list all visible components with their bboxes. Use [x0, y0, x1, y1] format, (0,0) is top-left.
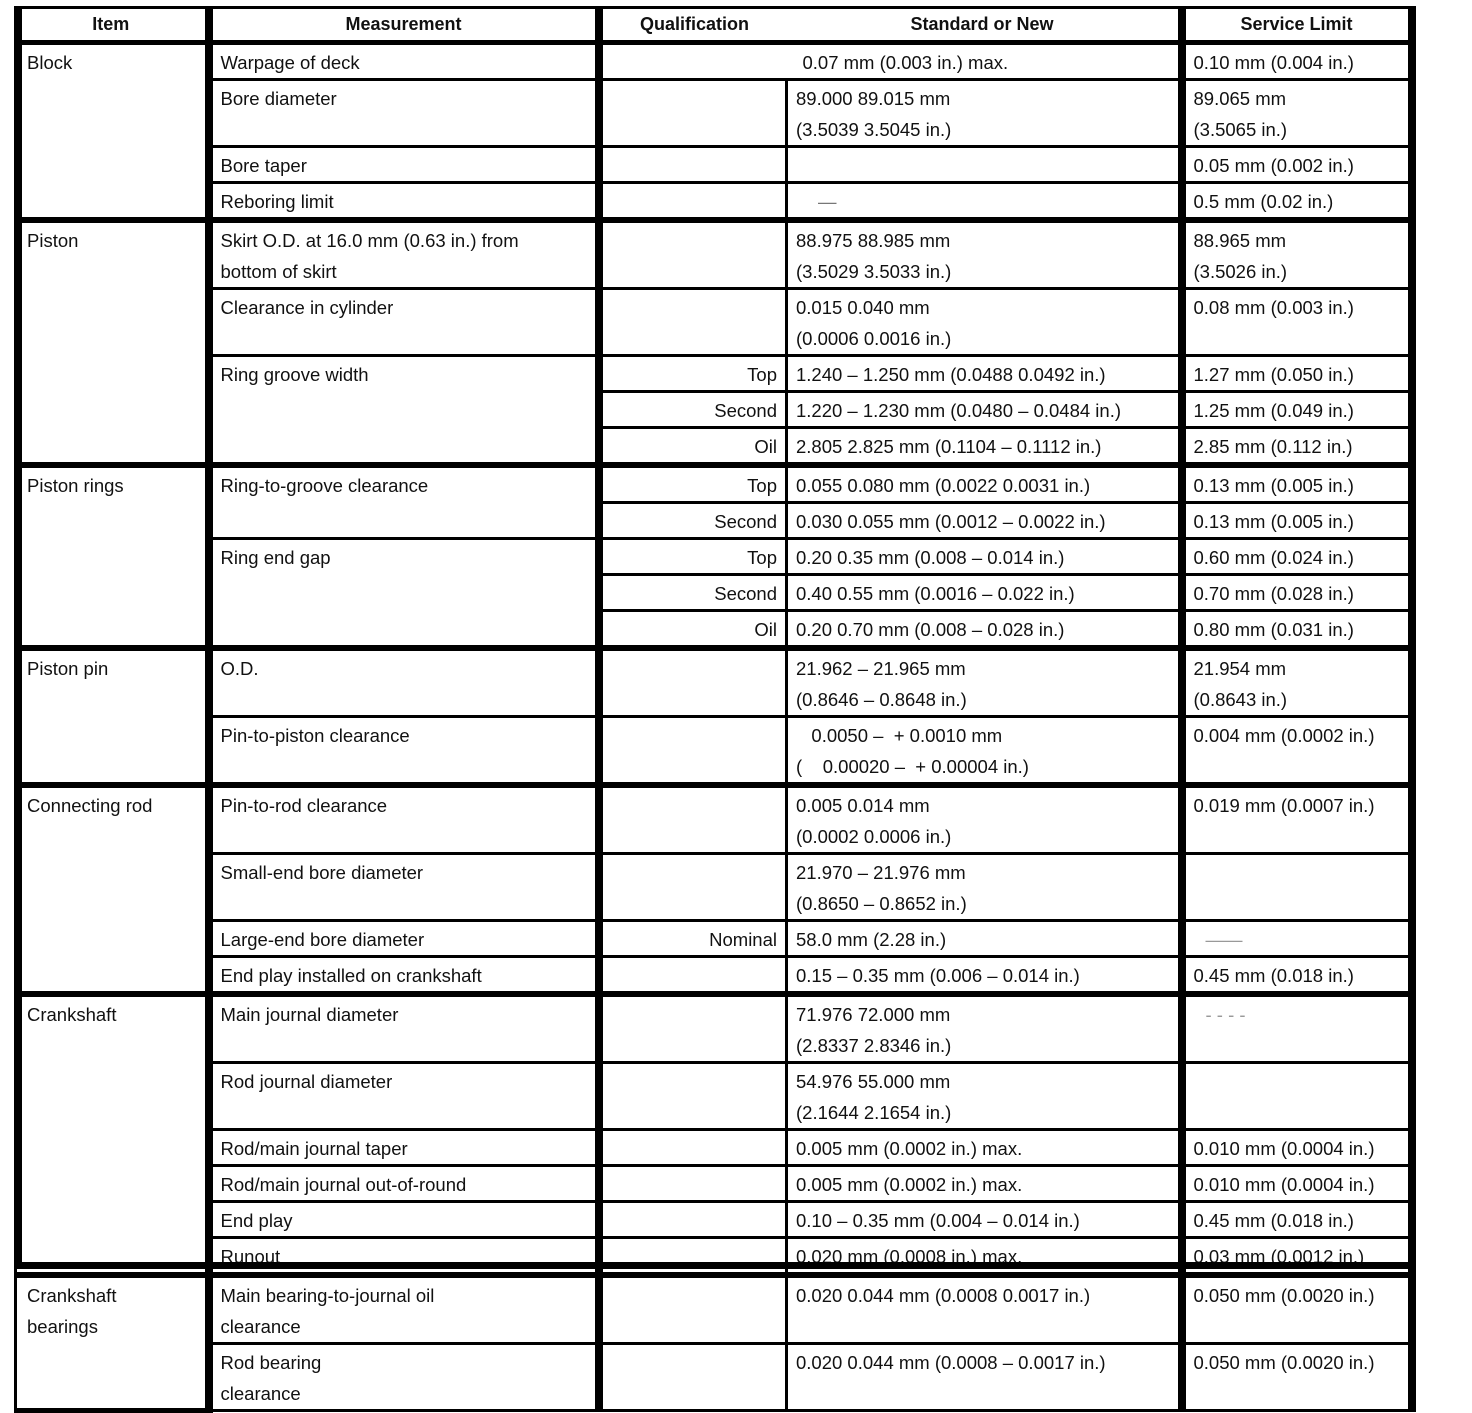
measurement-line: Skirt O.D. at 16.0 mm (0.63 in.) from	[220, 230, 519, 251]
measurement-cell: Large-end bore diameter	[209, 921, 599, 957]
standard-cell: 58.0 mm (2.28 in.)	[787, 921, 1182, 957]
standard-line: 21.962 – 21.965 mm	[796, 658, 966, 679]
limit-cell	[1182, 648, 1412, 717]
standard-cell: 0.40 0.55 mm (0.0016 – 0.022 in.)	[787, 575, 1182, 611]
qualification-cell	[599, 1063, 787, 1130]
qualification-cell	[599, 957, 787, 995]
item-crankshaft-bearings	[16, 1275, 209, 1411]
measurement-line: Rod bearing	[220, 1352, 322, 1373]
table-row	[16, 43, 1412, 80]
standard-cell: 1.220 – 1.230 mm (0.0480 – 0.0484 in.)	[787, 392, 1182, 428]
limit-line: 88.965 mm	[1193, 230, 1287, 251]
table-row	[16, 80, 1412, 147]
standard-cell: 0.020 0.044 mm (0.0008 – 0.0017 in.)	[787, 1344, 1182, 1411]
limit-line: (3.5026 in.)	[1193, 261, 1288, 282]
qualification-cell: Nominal	[599, 921, 787, 957]
limit-cell: 1.27 mm (0.050 in.)	[1182, 356, 1412, 392]
measurement-cell: End play installed on crankshaft	[209, 957, 599, 995]
limit-cell: 0.45 mm (0.018 in.)	[1182, 1202, 1412, 1238]
limit-cell: 2.85 mm (0.112 in.)	[1182, 428, 1412, 466]
limit-line: 89.065 mm	[1193, 88, 1287, 109]
qualification-cell	[599, 1202, 787, 1238]
qualification-cell	[599, 1130, 787, 1166]
limit-cell: - - - -	[1182, 994, 1412, 1063]
table-row	[16, 921, 1412, 957]
limit-cell: 0.13 mm (0.005 in.)	[1182, 503, 1412, 539]
measurement-cell: Small-end bore diameter	[209, 854, 599, 921]
standard-cell	[787, 854, 1182, 921]
measurement-cell: Ring end gap	[209, 539, 599, 649]
header-standard: Standard or New	[787, 8, 1182, 43]
standard-line: 54.976 55.000 mm	[796, 1071, 951, 1092]
table-row	[16, 465, 1412, 503]
table-row	[16, 648, 1412, 717]
standard-cell	[787, 220, 1182, 289]
standard-cell: 0.055 0.080 mm (0.0022 0.0031 in.)	[787, 465, 1182, 503]
limit-cell: 0.10 mm (0.004 in.)	[1182, 43, 1412, 80]
measurement-cell: Runout	[209, 1238, 599, 1276]
standard-cell: 0.020 0.044 mm (0.0008 0.0017 in.)	[787, 1275, 1182, 1344]
limit-cell: 0.60 mm (0.024 in.)	[1182, 539, 1412, 575]
qualification-cell	[599, 1275, 787, 1344]
table-row	[16, 785, 1412, 854]
measurement-cell: Bore diameter	[209, 80, 599, 147]
table-row	[16, 1238, 1412, 1276]
item-line: Crankshaft	[27, 1285, 117, 1306]
qualification-cell	[599, 289, 787, 356]
measurement-cell: Rod/main journal out-of-round	[209, 1166, 599, 1202]
standard-line: 88.975 88.985 mm	[796, 230, 951, 251]
qualification-cell	[599, 717, 787, 786]
header-measurement: Measurement	[209, 8, 599, 43]
measurement-cell: Pin-to-rod clearance	[209, 785, 599, 854]
table-row	[16, 994, 1412, 1063]
limit-cell: ——	[1182, 921, 1412, 957]
table-row	[16, 1202, 1412, 1238]
limit-cell: 0.050 mm (0.0020 in.)	[1182, 1275, 1412, 1344]
table-row	[16, 957, 1412, 995]
measurement-cell: Main journal diameter	[209, 994, 599, 1063]
standard-cell: 0.20 0.70 mm (0.008 – 0.028 in.)	[787, 611, 1182, 649]
limit-cell	[1182, 854, 1412, 921]
item-crankshaft: Crankshaft	[16, 994, 209, 1275]
measurement-line: Main bearing-to-journal oil	[220, 1285, 435, 1306]
limit-cell: 0.5 mm (0.02 in.)	[1182, 183, 1412, 221]
measurement-cell: Reboring limit	[209, 183, 599, 221]
standard-line: 21.970 – 21.976 mm	[796, 862, 966, 883]
standard-cell	[787, 648, 1182, 717]
standard-line: 0.015 0.040 mm	[796, 297, 930, 318]
qualification-cell: Top	[599, 465, 787, 503]
standard-cell	[787, 147, 1182, 183]
standard-line: (0.8650 – 0.8652 in.)	[796, 893, 967, 914]
qualification-cell	[599, 785, 787, 854]
limit-cell: 0.010 mm (0.0004 in.)	[1182, 1130, 1412, 1166]
measurement-cell: Ring groove width	[209, 356, 599, 466]
table-row	[16, 220, 1412, 289]
table-row	[16, 147, 1412, 183]
measurement-cell: End play	[209, 1202, 599, 1238]
standard-cell	[787, 1063, 1182, 1130]
measurement-cell	[209, 1344, 599, 1411]
limit-cell: 0.019 mm (0.0007 in.)	[1182, 785, 1412, 854]
limit-cell: 0.45 mm (0.018 in.)	[1182, 957, 1412, 995]
item-piston-rings: Piston rings	[16, 465, 209, 648]
limit-cell: 0.010 mm (0.0004 in.)	[1182, 1166, 1412, 1202]
qualification-cell	[599, 1166, 787, 1202]
standard-cell	[787, 289, 1182, 356]
measurement-cell: Rod/main journal taper	[209, 1130, 599, 1166]
table-row	[16, 1063, 1412, 1130]
standard-cell: 0.10 – 0.35 mm (0.004 – 0.014 in.)	[787, 1202, 1182, 1238]
qualification-cell: Oil	[599, 611, 787, 649]
measurement-cell	[209, 1275, 599, 1344]
qualification-cell: Second	[599, 503, 787, 539]
qualification-cell: Second	[599, 392, 787, 428]
table-row	[16, 854, 1412, 921]
qualification-cell: Top	[599, 539, 787, 575]
qualification-cell	[599, 1238, 787, 1276]
table-row	[16, 183, 1412, 221]
qualification-cell	[599, 220, 787, 289]
limit-cell: 1.25 mm (0.049 in.)	[1182, 392, 1412, 428]
measurement-cell: Rod journal diameter	[209, 1063, 599, 1130]
header-item: Item	[16, 8, 209, 43]
standard-cell: —	[787, 183, 1182, 221]
limit-line: 21.954 mm	[1193, 658, 1287, 679]
measurement-cell: O.D.	[209, 648, 599, 717]
standard-line: (0.0006 0.0016 in.)	[796, 328, 952, 349]
qualification-cell: Top	[599, 356, 787, 392]
limit-cell	[1182, 80, 1412, 147]
item-block: Block	[16, 43, 209, 221]
standard-line: 89.000 89.015 mm	[796, 88, 951, 109]
standard-cell: 0.030 0.055 mm (0.0012 – 0.0022 in.)	[787, 503, 1182, 539]
limit-cell: 0.80 mm (0.031 in.)	[1182, 611, 1412, 649]
standard-cell: 2.805 2.825 mm (0.1104 – 0.1112 in.)	[787, 428, 1182, 466]
limit-cell: 0.70 mm (0.028 in.)	[1182, 575, 1412, 611]
standard-cell	[787, 785, 1182, 854]
standard-line: 0.005 0.014 mm	[796, 795, 930, 816]
standard-line: (3.5029 3.5033 in.)	[796, 261, 952, 282]
measurement-cell: Warpage of deck	[209, 43, 599, 80]
measurement-cell	[209, 220, 599, 289]
table-row	[16, 356, 1412, 392]
limit-cell	[1182, 1063, 1412, 1130]
standard-line: ( 0.00020 – + 0.00004 in.)	[796, 756, 1029, 777]
standard-cell: 0.020 mm (0.0008 in.) max.	[787, 1238, 1182, 1276]
standard-cell: 0.005 mm (0.0002 in.) max.	[787, 1130, 1182, 1166]
item-piston: Piston	[16, 220, 209, 465]
table-row	[16, 717, 1412, 786]
specification-table	[14, 6, 1416, 1413]
qualification-cell	[599, 183, 787, 221]
standard-cell: 1.240 – 1.250 mm (0.0488 0.0492 in.)	[787, 356, 1182, 392]
standard-line: 0.0050 – + 0.0010 mm	[796, 725, 1003, 746]
limit-line: (3.5065 in.)	[1193, 119, 1288, 140]
limit-cell: 0.08 mm (0.003 in.)	[1182, 289, 1412, 356]
qualification-cell	[599, 1344, 787, 1411]
measurement-line: clearance	[220, 1383, 301, 1404]
qualification-cell	[599, 147, 787, 183]
measurement-cell: Ring-to-groove clearance	[209, 465, 599, 539]
standard-cell	[787, 80, 1182, 147]
standard-cell: 0.005 mm (0.0002 in.) max.	[787, 1166, 1182, 1202]
item-line: bearings	[27, 1316, 98, 1337]
qualification-cell	[599, 854, 787, 921]
standard-cell	[787, 994, 1182, 1063]
measurement-line: bottom of skirt	[220, 261, 337, 282]
standard-cell	[787, 717, 1182, 786]
limit-cell: 0.13 mm (0.005 in.)	[1182, 465, 1412, 503]
qualification-cell: Oil	[599, 428, 787, 466]
header-service-limit: Service Limit	[1182, 8, 1412, 43]
limit-cell: 0.050 mm (0.0020 in.)	[1182, 1344, 1412, 1411]
item-connecting-rod: Connecting rod	[16, 785, 209, 994]
measurement-cell: Pin-to-piston clearance	[209, 717, 599, 786]
header-qualification: Qualification	[599, 8, 787, 43]
standard-line: 71.976 72.000 mm	[796, 1004, 951, 1025]
standard-cell: 0.07 mm (0.003 in.) max.	[599, 43, 1182, 80]
table-row	[16, 1130, 1412, 1166]
table-row	[16, 289, 1412, 356]
measurement-cell: Bore taper	[209, 147, 599, 183]
standard-line: (0.8646 – 0.8648 in.)	[796, 689, 967, 710]
standard-line: (0.0002 0.0006 in.)	[796, 826, 952, 847]
qualification-cell	[599, 648, 787, 717]
limit-cell: 0.004 mm (0.0002 in.)	[1182, 717, 1412, 786]
limit-line: (0.8643 in.)	[1193, 689, 1288, 710]
header-row	[16, 8, 1412, 43]
table-row	[16, 539, 1412, 575]
table-row	[16, 1344, 1412, 1411]
table-row	[16, 1166, 1412, 1202]
limit-cell: 0.03 mm (0.0012 in.)	[1182, 1238, 1412, 1276]
standard-line: (3.5039 3.5045 in.)	[796, 119, 952, 140]
table-row	[16, 1275, 1412, 1344]
standard-line: (2.8337 2.8346 in.)	[796, 1035, 952, 1056]
qualification-cell	[599, 994, 787, 1063]
limit-cell	[1182, 220, 1412, 289]
qualification-cell: Second	[599, 575, 787, 611]
qualification-cell	[599, 80, 787, 147]
measurement-cell: Clearance in cylinder	[209, 289, 599, 356]
standard-cell: 0.20 0.35 mm (0.008 – 0.014 in.)	[787, 539, 1182, 575]
standard-cell: 0.15 – 0.35 mm (0.006 – 0.014 in.)	[787, 957, 1182, 995]
measurement-line: clearance	[220, 1316, 301, 1337]
standard-line: (2.1644 2.1654 in.)	[796, 1102, 952, 1123]
item-piston-pin: Piston pin	[16, 648, 209, 785]
limit-cell: 0.05 mm (0.002 in.)	[1182, 147, 1412, 183]
